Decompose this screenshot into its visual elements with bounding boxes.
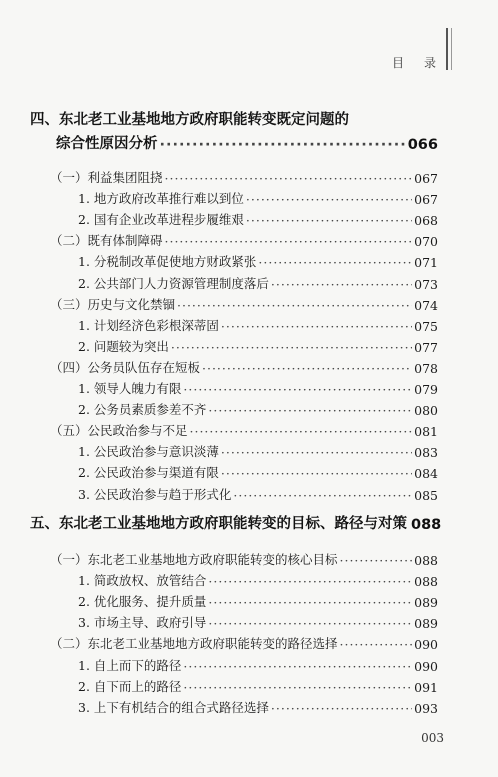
section-entry-title: （三）历史与文化禁锢: [50, 296, 176, 312]
section-entry: [50, 634, 438, 652]
section-entry-page: 074: [414, 297, 438, 313]
subsection-entry: [78, 189, 438, 207]
subsection-entry-page: 088: [414, 574, 438, 590]
subsection-entry-title: 1. 地方政府改革推行难以到位: [78, 191, 244, 207]
leader-dots: [221, 445, 412, 460]
leader-dots: [271, 701, 412, 716]
subsection-entry-title: 2. 自下而上的路径: [78, 678, 182, 694]
section-entry: [50, 358, 438, 376]
section-entry: [50, 231, 438, 249]
subsection-entry-page: 085: [414, 487, 438, 503]
subsection-entry: [78, 485, 438, 503]
chapter-heading-page: 066: [407, 137, 438, 153]
section-entry-page: 078: [414, 360, 438, 376]
leader-dots: [183, 382, 412, 397]
section-entry-title: （一）利益集团阻挠: [50, 170, 163, 185]
leader-dots: [165, 234, 413, 249]
leader-dots: [183, 659, 412, 674]
leader-dots: [271, 277, 412, 292]
subsection-entry: [78, 442, 438, 460]
section-entry: [50, 421, 438, 439]
subsection-entry: [78, 316, 438, 334]
subsection-entry-page: 089: [414, 595, 438, 611]
subsection-entry-page: 093: [414, 700, 438, 716]
subsection-entry-page: 089: [414, 616, 438, 632]
subsection-entry-title: 2. 优化服务、提升质量: [78, 594, 207, 610]
subsection-entry-page: 091: [414, 679, 438, 695]
running-header: 目 录: [391, 56, 440, 70]
subsection-entry-page: 073: [414, 276, 438, 292]
section-entry: [50, 295, 438, 313]
subsection-entry: [78, 463, 438, 481]
subsection-entry: [78, 400, 438, 418]
subsection-entry-title: 3. 上下有机结合的组合式路径选择: [78, 699, 269, 715]
chapter-heading: [30, 512, 442, 533]
subsection-entry-page: 075: [414, 318, 438, 334]
subsection-entry-page: 067: [414, 192, 438, 208]
subsection-entry: [78, 656, 438, 674]
leader-dots: [208, 403, 412, 418]
section-entry-title: （一）东北老工业基地地方政府职能转变的核心目标: [50, 552, 338, 567]
subsection-entry: [78, 677, 438, 695]
chapter-heading-page: 088: [411, 517, 442, 533]
leader-dots: [340, 637, 413, 652]
section-entry-page: 070: [414, 234, 438, 250]
section-entry-page: 088: [414, 553, 438, 568]
leader-dots: [190, 424, 413, 439]
leader-dots: [221, 466, 412, 481]
subsection-entry-title: 1. 领导人魄力有限: [78, 381, 182, 396]
chapter-heading-title: 四、东北老工业基地地方政府职能转变既定问题的: [30, 112, 349, 128]
subsection-entry-page: 071: [414, 255, 438, 271]
chapter-heading: [56, 132, 438, 153]
section-entry-title: （二）东北老工业基地地方政府职能转变的路径选择: [50, 636, 338, 652]
leader-dots: [340, 553, 413, 568]
subsection-entry: [78, 613, 438, 631]
subsection-entry: [78, 252, 438, 270]
subsection-entry-page: 079: [414, 382, 438, 397]
subsection-entry-title: 1. 简政放权、放管结合: [78, 573, 207, 589]
leader-dots: [208, 595, 412, 610]
leader-dots: [177, 298, 412, 313]
subsection-entry: [78, 592, 438, 610]
subsection-entry: [78, 698, 438, 716]
leader-dots: [208, 616, 412, 631]
section-entry-page: 090: [414, 637, 438, 653]
chapter-heading-title: 五、东北老工业基地地方政府职能转变的目标、路径与对策: [30, 516, 407, 532]
chapter-heading: [30, 108, 438, 129]
page-number: 003: [421, 731, 444, 745]
leader-dots: [202, 361, 412, 376]
subsection-entry-title: 3. 公民政治参与趋于形式化: [78, 486, 232, 502]
subsection-entry-page: 080: [414, 403, 438, 419]
section-entry-page: 081: [414, 424, 438, 440]
leader-dots: [246, 192, 412, 207]
leader-dots: [258, 255, 412, 270]
section-entry-title: （五）公民政治参与不足: [50, 423, 188, 439]
header-rule: [446, 28, 448, 70]
subsection-entry-title: 1. 公民政治参与意识淡薄: [78, 444, 219, 460]
leader-dots: [165, 171, 413, 186]
section-entry-title: （二）既有体制障碍: [50, 233, 163, 249]
subsection-entry: [78, 274, 438, 292]
subsection-entry-page: 084: [414, 466, 438, 482]
subsection-entry: [78, 379, 438, 397]
subsection-entry-title: 2. 公共部门人力资源管理制度落后: [78, 275, 269, 291]
subsection-entry-title: 1. 自上而下的路径: [78, 657, 182, 673]
subsection-entry-page: 068: [414, 213, 438, 229]
section-entry: [50, 550, 438, 568]
leader-dots: [160, 137, 406, 153]
leader-dots: [233, 488, 412, 503]
section-entry-title: （四）公务员队伍存在短板: [50, 359, 201, 375]
leader-dots: [246, 213, 412, 228]
subsection-entry-title: 1. 分税制改革促使地方财政紧张: [78, 254, 257, 270]
leader-dots: [208, 574, 412, 589]
subsection-entry-title: 2. 公民政治参与渠道有限: [78, 465, 219, 481]
subsection-entry-page: 083: [414, 445, 438, 461]
subsection-entry: [78, 571, 438, 589]
subsection-entry-page: 077: [414, 339, 438, 355]
section-entry: [50, 168, 438, 186]
header-rule-thin: [451, 28, 452, 70]
leader-dots: [183, 680, 412, 695]
section-entry-page: 067: [414, 171, 438, 186]
leader-dots: [171, 340, 412, 355]
leader-dots: [221, 319, 412, 334]
subsection-entry: [78, 337, 438, 355]
subsection-entry-title: 2. 问题较为突出: [78, 338, 169, 354]
subsection-entry-title: 3. 市场主导、政府引导: [78, 615, 207, 631]
subsection-entry-title: 1. 计划经济色彩根深蒂固: [78, 317, 219, 333]
subsection-entry-page: 090: [414, 658, 438, 674]
subsection-entry-title: 2. 公务员素质参差不齐: [78, 402, 207, 418]
chapter-heading-title: 综合性原因分析: [56, 136, 158, 152]
subsection-entry: [78, 210, 438, 228]
subsection-entry-title: 2. 国有企业改革进程步履维艰: [78, 212, 244, 228]
